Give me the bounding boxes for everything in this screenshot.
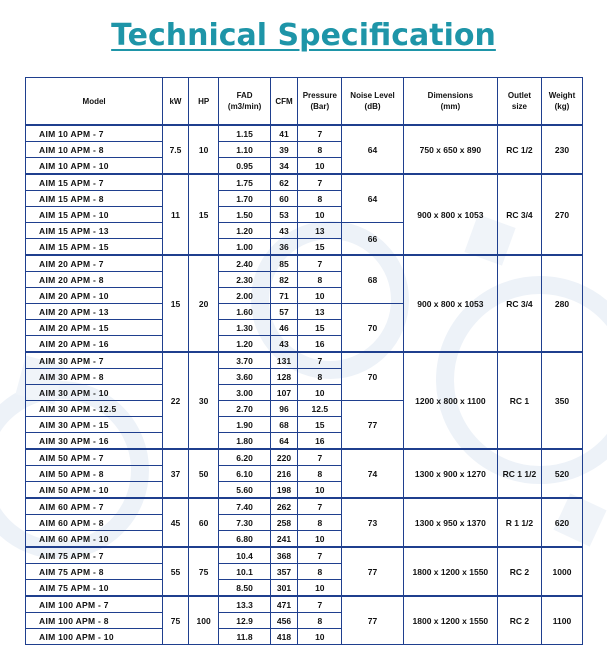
noise-level-cell: 70 [342, 352, 403, 401]
model-cell: AIM 100 APM - 8 [26, 613, 163, 629]
outlet-size-cell: RC 3/4 [497, 255, 541, 352]
pressure-cell: 8 [298, 272, 342, 288]
header-dimensions: Dimensions (mm) [403, 78, 497, 126]
cfm-cell: 131 [270, 352, 298, 369]
cfm-cell: 43 [270, 223, 298, 239]
model-cell: AIM 50 APM - 10 [26, 482, 163, 499]
noise-level-cell: 77 [342, 596, 403, 645]
header-cfm: CFM [270, 78, 298, 126]
cfm-cell: 258 [270, 515, 298, 531]
model-cell: AIM 30 APM - 10 [26, 385, 163, 401]
model-cell: AIM 50 APM - 8 [26, 466, 163, 482]
cfm-cell: 82 [270, 272, 298, 288]
fad-cell: 1.50 [219, 207, 270, 223]
pressure-cell: 8 [298, 191, 342, 207]
pressure-cell: 10 [298, 580, 342, 597]
header-kw: kW [163, 78, 189, 126]
spec-table [25, 77, 583, 645]
model-cell: AIM 30 APM - 8 [26, 369, 163, 385]
fad-cell: 1.60 [219, 304, 270, 320]
fad-cell: 10.1 [219, 564, 270, 580]
kw-cell: 55 [163, 547, 189, 596]
fad-cell: 8.50 [219, 580, 270, 597]
pressure-cell: 7 [298, 125, 342, 142]
hp-cell: 20 [188, 255, 219, 352]
page-title: Technical Specification [111, 18, 496, 53]
cfm-cell: 34 [270, 158, 298, 175]
pressure-cell: 13 [298, 304, 342, 320]
noise-level-cell: 74 [342, 449, 403, 498]
fad-cell: 3.00 [219, 385, 270, 401]
fad-cell: 1.00 [219, 239, 270, 256]
hp-cell: 75 [188, 547, 219, 596]
model-cell: AIM 75 APM - 7 [26, 547, 163, 564]
fad-cell: 1.30 [219, 320, 270, 336]
pressure-cell: 10 [298, 629, 342, 645]
fad-cell: 13.3 [219, 596, 270, 613]
cfm-cell: 96 [270, 401, 298, 417]
cfm-cell: 241 [270, 531, 298, 548]
fad-cell: 7.40 [219, 498, 270, 515]
header-outlet-size: Outlet size [497, 78, 541, 126]
model-cell: AIM 100 APM - 10 [26, 629, 163, 645]
pressure-cell: 8 [298, 369, 342, 385]
pressure-cell: 10 [298, 207, 342, 223]
fad-cell: 3.60 [219, 369, 270, 385]
table-row [26, 352, 583, 369]
hp-cell: 50 [188, 449, 219, 498]
pressure-cell: 7 [298, 449, 342, 466]
cfm-cell: 357 [270, 564, 298, 580]
model-cell: AIM 60 APM - 7 [26, 498, 163, 515]
fad-cell: 6.80 [219, 531, 270, 548]
fad-cell: 1.20 [219, 223, 270, 239]
noise-level-cell: 64 [342, 174, 403, 223]
dimensions-cell: 750 x 650 x 890 [403, 125, 497, 174]
cfm-cell: 220 [270, 449, 298, 466]
fad-cell: 1.70 [219, 191, 270, 207]
fad-cell: 5.60 [219, 482, 270, 499]
model-cell: AIM 60 APM - 10 [26, 531, 163, 548]
cfm-cell: 216 [270, 466, 298, 482]
kw-cell: 7.5 [163, 125, 189, 174]
pressure-cell: 8 [298, 142, 342, 158]
weight-cell: 230 [541, 125, 582, 174]
dimensions-cell: 1300 x 950 x 1370 [403, 498, 497, 547]
model-cell: AIM 30 APM - 15 [26, 417, 163, 433]
model-cell: AIM 15 APM - 15 [26, 239, 163, 256]
model-cell: AIM 75 APM - 10 [26, 580, 163, 597]
model-cell: AIM 20 APM - 16 [26, 336, 163, 353]
pressure-cell: 10 [298, 385, 342, 401]
cfm-cell: 43 [270, 336, 298, 353]
outlet-size-cell: RC 2 [497, 547, 541, 596]
fad-cell: 6.10 [219, 466, 270, 482]
table-row [26, 498, 583, 515]
table-row [26, 174, 583, 191]
cfm-cell: 53 [270, 207, 298, 223]
pressure-cell: 7 [298, 498, 342, 515]
model-cell: AIM 15 APM - 7 [26, 174, 163, 191]
pressure-cell: 7 [298, 255, 342, 272]
dimensions-cell: 900 x 800 x 1053 [403, 174, 497, 255]
model-cell: AIM 15 APM - 13 [26, 223, 163, 239]
table-row [26, 255, 583, 272]
dimensions-cell: 1300 x 900 x 1270 [403, 449, 497, 498]
dimensions-cell: 1800 x 1200 x 1550 [403, 547, 497, 596]
pressure-cell: 7 [298, 352, 342, 369]
cfm-cell: 60 [270, 191, 298, 207]
dimensions-cell: 900 x 800 x 1053 [403, 255, 497, 352]
pressure-cell: 7 [298, 174, 342, 191]
fad-cell: 1.75 [219, 174, 270, 191]
fad-cell: 1.15 [219, 125, 270, 142]
cfm-cell: 71 [270, 288, 298, 304]
table-row [26, 449, 583, 466]
fad-cell: 1.20 [219, 336, 270, 353]
table-row [26, 596, 583, 613]
cfm-cell: 456 [270, 613, 298, 629]
spec-table-body [26, 125, 583, 645]
kw-cell: 15 [163, 255, 189, 352]
kw-cell: 11 [163, 174, 189, 255]
model-cell: AIM 50 APM - 7 [26, 449, 163, 466]
model-cell: AIM 15 APM - 8 [26, 191, 163, 207]
kw-cell: 37 [163, 449, 189, 498]
header-hp: HP [188, 78, 219, 126]
dimensions-cell: 1200 x 800 x 1100 [403, 352, 497, 449]
model-cell: AIM 60 APM - 8 [26, 515, 163, 531]
noise-level-cell: 77 [342, 401, 403, 450]
cfm-cell: 471 [270, 596, 298, 613]
cfm-cell: 62 [270, 174, 298, 191]
cfm-cell: 41 [270, 125, 298, 142]
hp-cell: 10 [188, 125, 219, 174]
pressure-cell: 10 [298, 288, 342, 304]
cfm-cell: 36 [270, 239, 298, 256]
cfm-cell: 85 [270, 255, 298, 272]
cfm-cell: 39 [270, 142, 298, 158]
cfm-cell: 301 [270, 580, 298, 597]
model-cell: AIM 20 APM - 13 [26, 304, 163, 320]
pressure-cell: 15 [298, 239, 342, 256]
hp-cell: 15 [188, 174, 219, 255]
pressure-cell: 12.5 [298, 401, 342, 417]
pressure-cell: 7 [298, 596, 342, 613]
cfm-cell: 262 [270, 498, 298, 515]
model-cell: AIM 10 APM - 8 [26, 142, 163, 158]
pressure-cell: 10 [298, 482, 342, 499]
cfm-cell: 64 [270, 433, 298, 450]
model-cell: AIM 100 APM - 7 [26, 596, 163, 613]
noise-level-cell: 70 [342, 304, 403, 353]
model-cell: AIM 30 APM - 7 [26, 352, 163, 369]
noise-level-cell: 66 [342, 223, 403, 256]
pressure-cell: 16 [298, 433, 342, 450]
dimensions-cell: 1800 x 1200 x 1550 [403, 596, 497, 645]
pressure-cell: 8 [298, 613, 342, 629]
fad-cell: 12.9 [219, 613, 270, 629]
pressure-cell: 8 [298, 515, 342, 531]
model-cell: AIM 20 APM - 8 [26, 272, 163, 288]
cfm-cell: 46 [270, 320, 298, 336]
fad-cell: 1.80 [219, 433, 270, 450]
hp-cell: 100 [188, 596, 219, 645]
fad-cell: 0.95 [219, 158, 270, 175]
header-weight: Weight (kg) [541, 78, 582, 126]
weight-cell: 280 [541, 255, 582, 352]
hp-cell: 30 [188, 352, 219, 449]
model-cell: AIM 30 APM - 16 [26, 433, 163, 450]
fad-cell: 6.20 [219, 449, 270, 466]
outlet-size-cell: RC 1 1/2 [497, 449, 541, 498]
cfm-cell: 368 [270, 547, 298, 564]
header-fad: FAD (m3/min) [219, 78, 270, 126]
fad-cell: 2.30 [219, 272, 270, 288]
model-cell: AIM 20 APM - 15 [26, 320, 163, 336]
fad-cell: 2.70 [219, 401, 270, 417]
fad-cell: 11.8 [219, 629, 270, 645]
kw-cell: 22 [163, 352, 189, 449]
noise-level-cell: 68 [342, 255, 403, 304]
pressure-cell: 10 [298, 531, 342, 548]
weight-cell: 1100 [541, 596, 582, 645]
kw-cell: 75 [163, 596, 189, 645]
cfm-cell: 68 [270, 417, 298, 433]
model-cell: AIM 75 APM - 8 [26, 564, 163, 580]
header-row [26, 78, 583, 126]
cfm-cell: 198 [270, 482, 298, 499]
fad-cell: 3.70 [219, 352, 270, 369]
weight-cell: 520 [541, 449, 582, 498]
outlet-size-cell: RC 2 [497, 596, 541, 645]
cfm-cell: 57 [270, 304, 298, 320]
cfm-cell: 128 [270, 369, 298, 385]
pressure-cell: 16 [298, 336, 342, 353]
table-row [26, 125, 583, 142]
fad-cell: 2.40 [219, 255, 270, 272]
pressure-cell: 7 [298, 547, 342, 564]
kw-cell: 45 [163, 498, 189, 547]
pressure-cell: 8 [298, 564, 342, 580]
noise-level-cell: 73 [342, 498, 403, 547]
outlet-size-cell: RC 1/2 [497, 125, 541, 174]
header-pressure: Pressure (Bar) [298, 78, 342, 126]
model-cell: AIM 20 APM - 10 [26, 288, 163, 304]
pressure-cell: 13 [298, 223, 342, 239]
weight-cell: 1000 [541, 547, 582, 596]
hp-cell: 60 [188, 498, 219, 547]
weight-cell: 620 [541, 498, 582, 547]
pressure-cell: 15 [298, 320, 342, 336]
noise-level-cell: 77 [342, 547, 403, 596]
model-cell: AIM 15 APM - 10 [26, 207, 163, 223]
outlet-size-cell: RC 3/4 [497, 174, 541, 255]
fad-cell: 7.30 [219, 515, 270, 531]
header-noise-level: Noise Level (dB) [342, 78, 403, 126]
weight-cell: 350 [541, 352, 582, 449]
fad-cell: 1.10 [219, 142, 270, 158]
model-cell: AIM 10 APM - 10 [26, 158, 163, 175]
fad-cell: 10.4 [219, 547, 270, 564]
pressure-cell: 15 [298, 417, 342, 433]
model-cell: AIM 20 APM - 7 [26, 255, 163, 272]
pressure-cell: 10 [298, 158, 342, 175]
fad-cell: 2.00 [219, 288, 270, 304]
outlet-size-cell: RC 1 [497, 352, 541, 449]
cfm-cell: 107 [270, 385, 298, 401]
table-row [26, 547, 583, 564]
model-cell: AIM 30 APM - 12.5 [26, 401, 163, 417]
noise-level-cell: 64 [342, 125, 403, 174]
pressure-cell: 8 [298, 466, 342, 482]
outlet-size-cell: R 1 1/2 [497, 498, 541, 547]
header-model: Model [26, 78, 163, 126]
model-cell: AIM 10 APM - 7 [26, 125, 163, 142]
weight-cell: 270 [541, 174, 582, 255]
cfm-cell: 418 [270, 629, 298, 645]
fad-cell: 1.90 [219, 417, 270, 433]
